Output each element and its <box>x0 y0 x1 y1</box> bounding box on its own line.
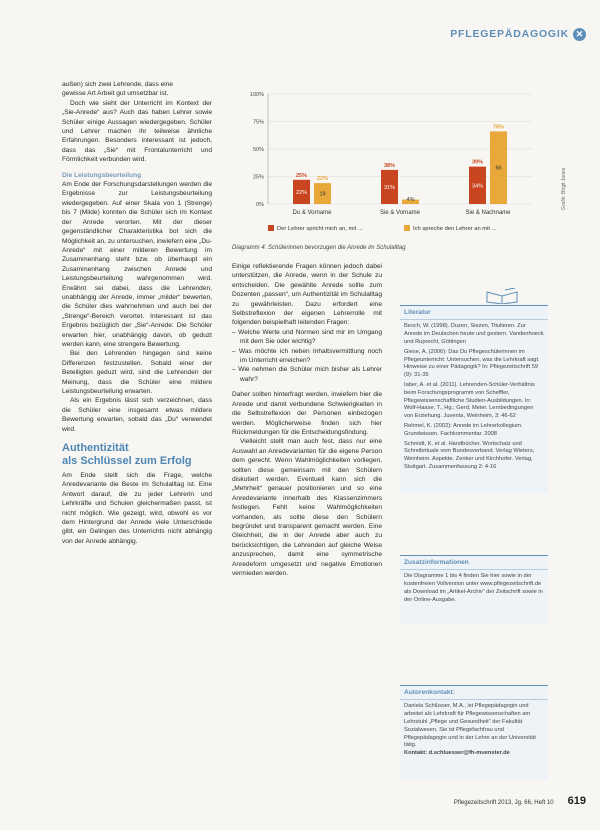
y-tick-label: 75% <box>252 119 264 126</box>
column-left <box>62 80 212 546</box>
author-text: Daniela Schlüsser, M.A., ist Pflegepädagogin und arbeitet als Lehrkraft für Pflegewissenschaften am Lehrstuhl „Pflege und Gesundheit“ der Fakultät Sozialwesen. Sie ist Pflegefachfrau und Pflegepädagogin und in der Lehre an der Universität tätig. <box>404 703 536 749</box>
literature-box <box>400 305 548 493</box>
paragraph: Doch wie sieht der Unterricht im Kontext der „Sie-Anrede“ aus? Auch das haben Lehrer sowie Schüler einige Aussagen wiedergegeben. Schüler und Lehrer machen ihr teilweise ähnliche Erfahrungen. Besonders interessant ist jedoch, dass das „Sie“ mit Frontalunterricht und Förmlichkeit verbunden wird. <box>62 99 212 164</box>
author-body <box>400 700 548 761</box>
subheading-leistungsbeurteilung: Die Leistungsbeurteilung <box>62 171 142 179</box>
bar-value-label: 22% <box>295 189 308 196</box>
extra-info-title: Zusatzinformationen <box>400 556 548 570</box>
page-footer <box>453 794 586 808</box>
page-number: 619 <box>567 794 586 807</box>
list-item: – Wie nehmen die Schüler mich bisher als Lehrer wahr? <box>232 366 382 383</box>
paragraph: Am Ende stellt sich die Frage, welche Anredevariante die Beste im Schulalltag ist. Eine Antwort darauf, die zu jeder Lehrerin und Lehrkräfte und Schulen gleichermaßen passt, ist nicht möglich. Wie gezeigt, wird, obwohl es vor dem Hintergrund der Anrede viele Unterschiede gibt, ein Gelingen des Unterrichts nicht abhängig von der Anrede abhängig. <box>62 472 212 545</box>
x-tick-label: Sie & Vorname <box>379 210 421 216</box>
paragraph: Bei den Lehrenden hingegen sind keine Differenzen festzustellen. Sobald einer der Beteiligten geduzt wird, sind die Lehrenden der Meinung, dass die Schüler eine mildere Leistungsbeurteilung erwarten. <box>62 350 212 395</box>
section-heading-line-1: Authentizität <box>62 442 129 455</box>
column-middle <box>232 262 382 578</box>
extra-info-box <box>400 555 548 625</box>
bar-value-label: 31% <box>383 184 396 191</box>
literature-ref: Iaber, A. et al. (2011). Lehrenden-Schüler-Verhältnis beim Forschungsprogramm von Scheffler, Pflegewissenschaftliche Studien-Ausbildungen. In: Wolf-Haase, T., Hg.; Gerd, Meier. Lernbedingungen von Erziehung. Juventa, Weinheim, 3: 46-62 <box>404 381 535 420</box>
chart-caption: Diagramm 4: Schülerinnen bevorzugen die Anrede im Schulalltag <box>232 245 406 251</box>
literature-list <box>400 320 548 476</box>
literature-ref: Besch, W. (1998). Duzen, Siezen, Titulieren. Zur Anrede im Deutschen heute und gestern. Vandenhoeck und Ruprecht, Göttingen <box>404 323 544 345</box>
legend-label: Ich spreche den Lehrer an mit ... <box>413 226 497 232</box>
journal-reference: Pflegezeitschrift 2013, Jg. 66, Heft 10 <box>453 799 554 806</box>
legend-label: Der Lehrer spricht mich an, mit ... <box>277 226 363 232</box>
bar-value-label: 34% <box>471 183 484 190</box>
y-tick-label: 50% <box>252 147 264 153</box>
paragraph: Einige reflektierende Fragen können jedoch dabei unterstützen, die Anrede, wenn in der Schule zu entscheiden. Die gewählte Anrede sollte zum Dozenten „passen“, um Authentizität im Schulalltag zu gewährleisten. Dazu erfordert eine Selbstreflexion der eigenen Lehrerrolle mit folgenden beispielhaft leitenden Fragen: <box>232 263 382 327</box>
bar-chart <box>232 86 544 246</box>
chart-credit: Grafik: Birgit Jones <box>561 167 567 210</box>
list-item: – Welche Werte und Normen sind mir im Umgang mit dem Sie oder wichtig? <box>232 328 382 346</box>
author-box <box>400 685 548 780</box>
literature-ref: Giese, A. (2006): Das Du Pflegeschülerinnen im Pflegeunterricht: Untersuchen, was die Lehrkraft sagt. Hinweise zu einer Pädagogik? In: Pflegezeitschrift 59 (9): 31-35 <box>404 348 540 379</box>
open-book-icon <box>485 288 519 304</box>
literature-title: Literatur <box>400 306 548 320</box>
paragraph: Vielleicht stellt man auch fest, dass nur eine Auswahl an Anredevarianten für die eigene Person dem gerecht. Wenn Wahlmöglichkeiten vorliegen, sollten diese gemeinsam mit den Schülern diskutiert werden. Eventuell kann sich die „Mehrheit“ genauer positionieren und so eine Anredevariante innerhalb des Klassenzimmers festlegen. Fehlt keine Wahlmöglichkeiten vorhanden, als sollte diese den Schülern begründet und transparent gemacht werden. Eine Gleichheit, die in der Anrede aber auch zu berücksichtigen, die Lehrenden auf gleiche Weise anzusprechen, damit eine symmetrische Anredeform umgesetzt und negative Emotionen vermieden werden. <box>232 438 382 577</box>
bar-value-label: 4% <box>406 197 415 203</box>
bar-top-label: 78% <box>492 124 505 131</box>
section-title: PFLEGEPÄDAGOGIK <box>450 27 569 40</box>
bar-value-label: 19 <box>319 191 326 198</box>
section-heading <box>62 442 212 467</box>
paragraph: Am Ende der Forschungsdarstellungen werden die Ergebnisse zur Leistungsbeurteilung wiedergegeben. Auf einer Skala von 1 (Strenge) bis 7 (Milde) konnten die Schüler sich im Kontext der Anrede verorten. Mit der dieser gegenständlicher Charakteristika bot sich die Möglichkeit an, zu untersuchen, inwiefern eine „Du-Anrede“ mit einer milderen Bewertung im Zusammenhang steht bzw. ob überhaupt ein Zusammenhang zwischen Anrede und Leistungsbeurteilung wahrgenommen wird. Erwähnt sei dabei, dass die Lehrenden, unabhängig der Anrede, immer „milder“ bewerten, die Schüler dies wahrnehmen und auch bei der „Strenge“-Bereich verortet. Interessant ist das Ergebnis bezüglich der „Sie“-Anrede: Die Schüler erwarten hier, unabhängig davon, ob geduzt werden kann, eine strengere Bewertung. <box>62 181 212 348</box>
literature-ref: Rehmel, K. (2002): Anrede im Lehrerkollegium. Grundwissen. Fachkommentar. 2008 <box>404 422 523 437</box>
bar-top-label: 39% <box>471 159 484 166</box>
paragraph: Daher sollten hinterfragt werden, inwiefern hier die Anrede und damit verbundene Schwierigkeiten in die Selbstreflexion der Personen einbezogen werden. Möglicherweise finden sich hier Rückmeldungen für die Entscheidungsfindung. <box>232 391 382 436</box>
intro-line-1: außen) sich zwei Lehrende, dass eine <box>62 81 174 88</box>
question-list <box>232 328 382 384</box>
bar-top-label: 25% <box>295 172 308 179</box>
paragraph: Als ein Ergebnis lässt sich verzeichnen, dass die Schüler eine insgesamt etwas mildere Bewertung erwarten, sobald das „Du“ verwendet wird. <box>62 397 212 433</box>
y-tick-label: 0% <box>256 202 264 208</box>
literature-ref: Schmidt, K. et al. Handbücher. Wortschatz und Schreibrituale vom Bundesverband. Verlag Wieters, Weinheim. Aspekte. Zenker und Kirchhofer. Verlag, Stuttgart. Zusammenfassung 2: 4-16 <box>404 440 535 470</box>
list-item: – Was möchte ich neben Inhaltsvermittlung noch im Unterricht erreichen? <box>232 347 382 365</box>
section-heading-line-2: als Schlüssel zum Erfolg <box>62 454 192 467</box>
section-header <box>450 28 586 41</box>
legend-swatch <box>404 225 410 231</box>
bar-top-label: 22% <box>316 176 329 183</box>
extra-info-text: Die Diagramme 1 bis 4 finden Sie hier sowie in der kostenfreien Vollversion unter www.pflegezeitschrift.de als Download im „Artikel-Archiv“ der Zeitschrift sowie in der Online-Ausgabe. <box>404 573 543 603</box>
author-contact: Kontakt: d.schluesser@fh-muenster.de <box>404 750 510 757</box>
x-tick-label: Sie & Nachname <box>465 210 511 216</box>
intro-line-2: gewisse Art Arbeit gut umsetzbar ist. <box>62 90 169 98</box>
x-tick-label: Du & Vorname <box>292 210 332 216</box>
y-tick-label: 25% <box>252 174 264 181</box>
bar-top-label: 38% <box>383 162 396 169</box>
y-tick-label: 100% <box>249 92 264 98</box>
x-circle-icon: ✕ <box>573 28 586 41</box>
legend-swatch <box>268 225 274 231</box>
bar-value-label: 66 <box>495 165 502 172</box>
author-title: Autorenkontakt: <box>400 686 548 700</box>
